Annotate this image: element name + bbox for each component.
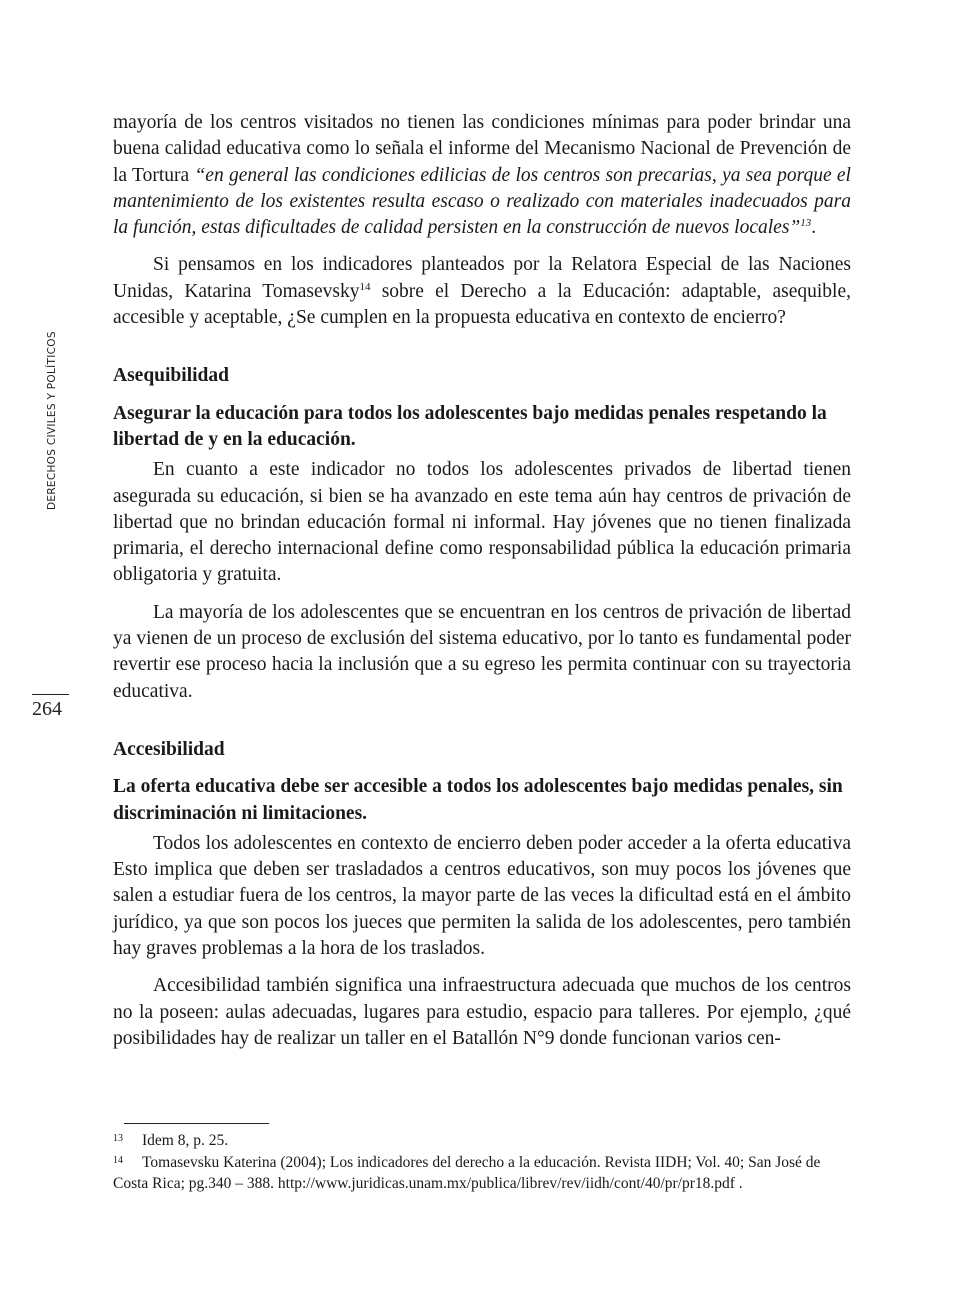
quotation: “en general las condiciones edilicias de los centros son precarias, ya sea porque el mantenimiento de los existentes resulta escaso o realizado con materiales inadecuados para la función, estas dificultades de calidad persisten en la construcción de nuevos locales” — [113, 164, 851, 239]
section-subheading-asequibilidad: Asegurar la educación para todos los adolescentes bajo medidas penales respetando la libertad de y en la educación. — [113, 402, 827, 450]
page-number: 264 — [32, 698, 62, 720]
paragraph-continuation: mayoría de los centros visitados no tienen las condiciones mínimas para poder brindar una buena calidad educativa como lo señala el informe del Mecanismo Nacional de Prevención de la Tortura “en general las condiciones edilicias de los centros son precarias, ya sea porque el mantenimiento de los existentes resulta escaso o realizado con materiales inadecuados para la función, estas dificultades de calidad persisten en la construcción de nuevos locales”$^{13}$. — [113, 112, 851, 239]
page-number-rule — [32, 694, 69, 695]
section-heading-accesibilidad: Accesibilidad — [113, 738, 225, 760]
footnote-14: 14 Tomasevsku Katerina (2004); Los indicadores del derecho a la educación. Revista IIDH; Vol. 40; San José de Costa Rica; pg.340 – 388. http://www.juridicas.unam.mx/publica/librev/rev/iidh/cont/40/pr/pr18.pdf . — [113, 1153, 821, 1192]
section-subheading-accesibilidad: La oferta educativa debe ser accesible a todos los adolescentes bajo medidas penales, sin discriminación ni limitaciones. — [113, 776, 843, 824]
section-heading-asequibilidad: Asequibilidad — [113, 365, 229, 387]
footnote-13: 13 Idem 8, p. 25. — [113, 1132, 229, 1149]
paragraph: La mayoría de los adolescentes que se encuentran en los centros de privación de libertad ya vienen de un proceso de exclusión del sistema educativo, por lo tanto es fundamental poder revertir ese proceso hacia la inclusión que a su egreso les permita continuar con su trayectoria educativa. — [113, 601, 851, 702]
paragraph: En cuanto a este indicador no todos los adolescentes privados de libertad tienen asegurada su educación, si bien se ha avanzado en este tema aún hay centros de privación de libertad que no brindan educación formal ni informal. Hay jóvenes que no tienen finalizada primaria, el derecho internacional define como responsabilidad pública la educación primaria obligatoria y gratuita. — [113, 459, 851, 586]
paragraph: Todos los adolescentes en contexto de encierro deben poder acceder a la oferta educativa Esto implica que deben ser trasladados a centros educativos, son muy pocos los jóvenes que salen a estudiar fuera de los centros, la mayor parte de las veces la dificultad está en el ámbito jurídico, ya que son pocos los jueces que permiten la salida de los adolescentes, pero también hay graves problemas a la hora de los traslados. — [113, 832, 851, 960]
body-text — [113, 110, 851, 1052]
footnotes — [113, 1130, 851, 1195]
footnote-ref-13[interactable]: 13 — [800, 217, 812, 230]
footnote-separator — [124, 1123, 269, 1124]
footnote-ref-14[interactable]: 14 — [359, 280, 371, 293]
paragraph-indicators: Si pensamos en los indicadores planteados por la Relatora Especial de las Naciones Unidas, Katarina Tomasevsky$^{14}$ sobre el Derecho a la Educación: adaptable, asequible, accesible y aceptable, ¿Se cumplen en la propuesta educativa en contexto de encierro? — [113, 254, 851, 329]
paragraph: Accesibilidad también significa una infraestructura adecuada que muchos de los centros no la poseen: aulas adecuadas, lugares para estudio, espacio para talleres. Por ejemplo, ¿qué posibilidades hay de realizar un taller en el Batallón N°9 donde funcionan varios cen- — [113, 975, 851, 1049]
running-section-label: DERECHOS CIVILES Y POLÍTICOS — [46, 331, 58, 510]
